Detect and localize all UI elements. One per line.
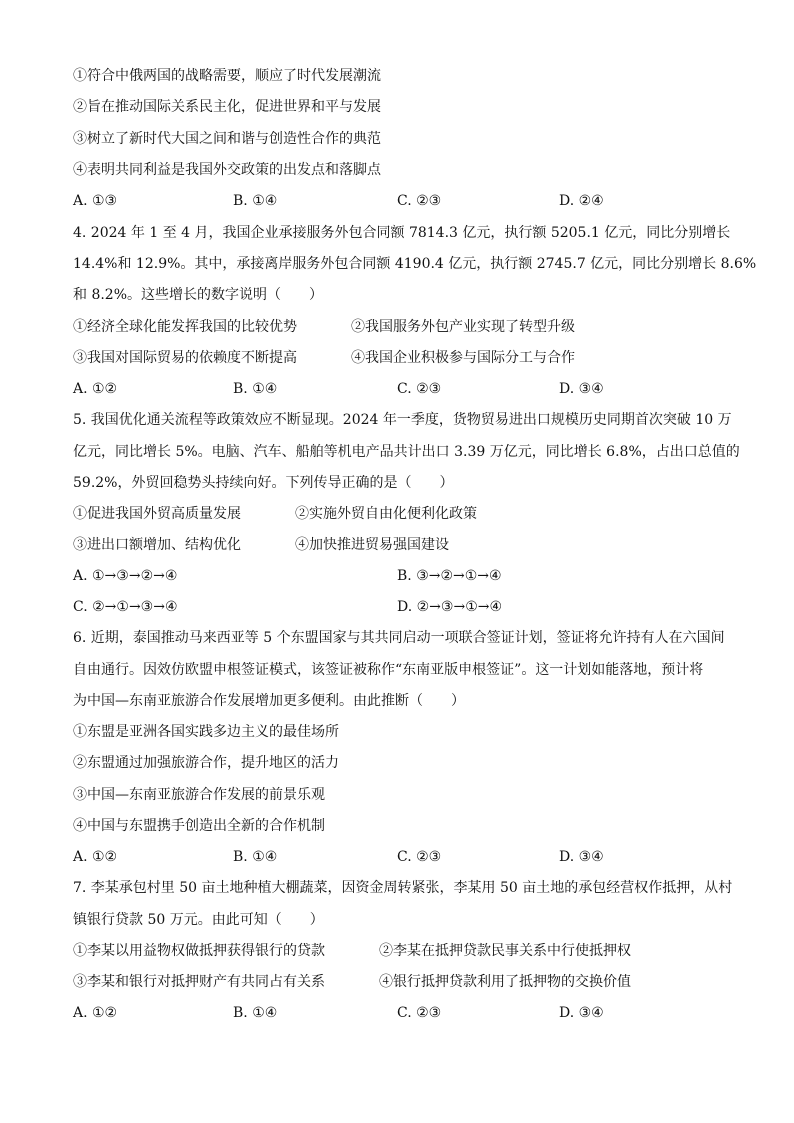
q6-option-2: ②东盟通过加强旅游合作，提升地区的活力 xyxy=(73,755,339,771)
q4-option-3: ③我国对国际贸易的依赖度不断提高 xyxy=(73,350,297,366)
q4-option-4: ④我国企业积极参与国际分工与合作 xyxy=(351,350,575,366)
q4-stem-line-2: 14.4%和 12.9%。其中，承接离岸服务外包合同额 4190.4 亿元，执行额 2745.7 亿元，同比分别增长 8.6% xyxy=(73,256,757,272)
q7-option-2: ②李某在抵押贷款民事关系中行使抵押权 xyxy=(379,943,631,959)
q7-option-1: ①李某以用益物权做抵押获得银行的贷款 xyxy=(73,943,325,959)
q5-option-4: ④加快推进贸易强国建设 xyxy=(295,537,449,553)
q6-stem-line-2: 自由通行。因效仿欧盟申根签证模式，该签证被称作“东南亚版申根签证”。这一计划如能落地，预计将 xyxy=(73,662,704,678)
q5-choice-c[interactable]: C. ②→①→③→④ xyxy=(73,599,178,615)
q7-options-row-1 xyxy=(73,941,733,961)
q5-option-3: ③进出口额增加、结构优化 xyxy=(73,537,241,553)
q5-stem-line-2: 亿元，同比增长 5%。电脑、汽车、船舶等机电产品共计出口 3.39 万亿元，同比增长 6.8%，占出口总值的 xyxy=(73,444,740,460)
q5-stem-line-3: 59.2%，外贸回稳势头持续向好。下列传导正确的是（ ） xyxy=(73,475,454,491)
q3-choice-d[interactable]: D. ②④ xyxy=(559,193,604,209)
q7-choice-c[interactable]: C. ②③ xyxy=(397,1005,442,1021)
q3-choice-b[interactable]: B. ①④ xyxy=(233,193,278,209)
q5-option-2: ②实施外贸自由化便利化政策 xyxy=(295,506,477,522)
q6-option-1: ①东盟是亚洲各国实践多边主义的最佳场所 xyxy=(73,724,339,740)
q7-choice-b[interactable]: B. ①④ xyxy=(233,1005,278,1021)
q7-choice-d[interactable]: D. ③④ xyxy=(559,1005,604,1021)
q3-choice-a[interactable]: A. ①③ xyxy=(73,193,118,209)
q4-option-1: ①经济全球化能发挥我国的比较优势 xyxy=(73,319,297,335)
q4-choice-d[interactable]: D. ③④ xyxy=(559,381,604,397)
q3-choice-c[interactable]: C. ②③ xyxy=(397,193,442,209)
q6-stem-line-1: 6. 近期，泰国推动马来西亚等 5 个东盟国家与其共同启动一项联合签证计划，签证将允许持有人在六国间 xyxy=(73,630,725,646)
q7-choice-a[interactable]: A. ①② xyxy=(73,1005,118,1021)
q3-option-1: ①符合中俄两国的战略需要，顺应了时代发展潮流 xyxy=(73,68,381,84)
q6-choice-b[interactable]: B. ①④ xyxy=(233,849,278,865)
q7-stem-line-2: 镇银行贷款 50 万元。由此可知（ ） xyxy=(73,912,324,928)
q6-choice-c[interactable]: C. ②③ xyxy=(397,849,442,865)
q5-choice-a[interactable]: A. ①→③→②→④ xyxy=(73,568,178,584)
q7-stem-line-1: 7. 李某承包村里 50 亩土地种植大棚蔬菜，因资金周转紧张，李某用 50 亩土地的承包经营权作抵押，从村 xyxy=(73,880,733,896)
q5-choice-b[interactable]: B. ③→②→①→④ xyxy=(397,568,502,584)
q7-choices xyxy=(73,1003,733,1023)
q6-option-3: ③中国—东南亚旅游合作发展的前景乐观 xyxy=(73,787,325,803)
q3-choices xyxy=(73,191,733,211)
q4-choice-c[interactable]: C. ②③ xyxy=(397,381,442,397)
q4-choice-a[interactable]: A. ①② xyxy=(73,381,118,397)
q5-stem-line-1: 5. 我国优化通关流程等政策效应不断显现。2024 年一季度，货物贸易进出口规模历史同期首次突破 10 万 xyxy=(73,412,732,428)
q6-choice-a[interactable]: A. ①② xyxy=(73,849,118,865)
q5-option-1: ①促进我国外贸高质量发展 xyxy=(73,506,241,522)
q6-option-4: ④中国与东盟携手创造出全新的合作机制 xyxy=(73,818,325,834)
q5-choice-d[interactable]: D. ②→③→①→④ xyxy=(397,599,503,615)
q6-choice-d[interactable]: D. ③④ xyxy=(559,849,604,865)
q4-option-2: ②我国服务外包产业实现了转型升级 xyxy=(351,319,575,335)
q4-choices xyxy=(73,379,733,399)
q4-options-row-1 xyxy=(73,317,733,337)
q7-option-4: ④银行抵押贷款利用了抵押物的交换价值 xyxy=(379,974,631,990)
q4-stem-line-3: 和 8.2%。这些增长的数字说明（ ） xyxy=(73,287,324,303)
q4-choice-b[interactable]: B. ①④ xyxy=(233,381,278,397)
q5-options-row-2 xyxy=(73,535,733,555)
q7-options-row-2 xyxy=(73,972,733,992)
q6-choices xyxy=(73,847,733,867)
q5-choices-row-1 xyxy=(73,566,733,586)
q5-options-row-1 xyxy=(73,504,733,524)
q3-option-2: ②旨在推动国际关系民主化，促进世界和平与发展 xyxy=(73,99,381,115)
q6-stem-line-3: 为中国—东南亚旅游合作发展增加更多便利。由此推断（ ） xyxy=(73,693,465,709)
q3-option-4: ④表明共同利益是我国外交政策的出发点和落脚点 xyxy=(73,162,381,178)
q4-stem-line-1: 4. 2024 年 1 至 4 月，我国企业承接服务外包合同额 7814.3 亿元，执行额 5205.1 亿元，同比分别增长 xyxy=(73,225,731,241)
q5-choices-row-2 xyxy=(73,597,733,617)
q7-option-3: ③李某和银行对抵押财产有共同占有关系 xyxy=(73,974,325,990)
q4-options-row-2 xyxy=(73,348,733,368)
q3-option-3: ③树立了新时代大国之间和谐与创造性合作的典范 xyxy=(73,131,381,147)
